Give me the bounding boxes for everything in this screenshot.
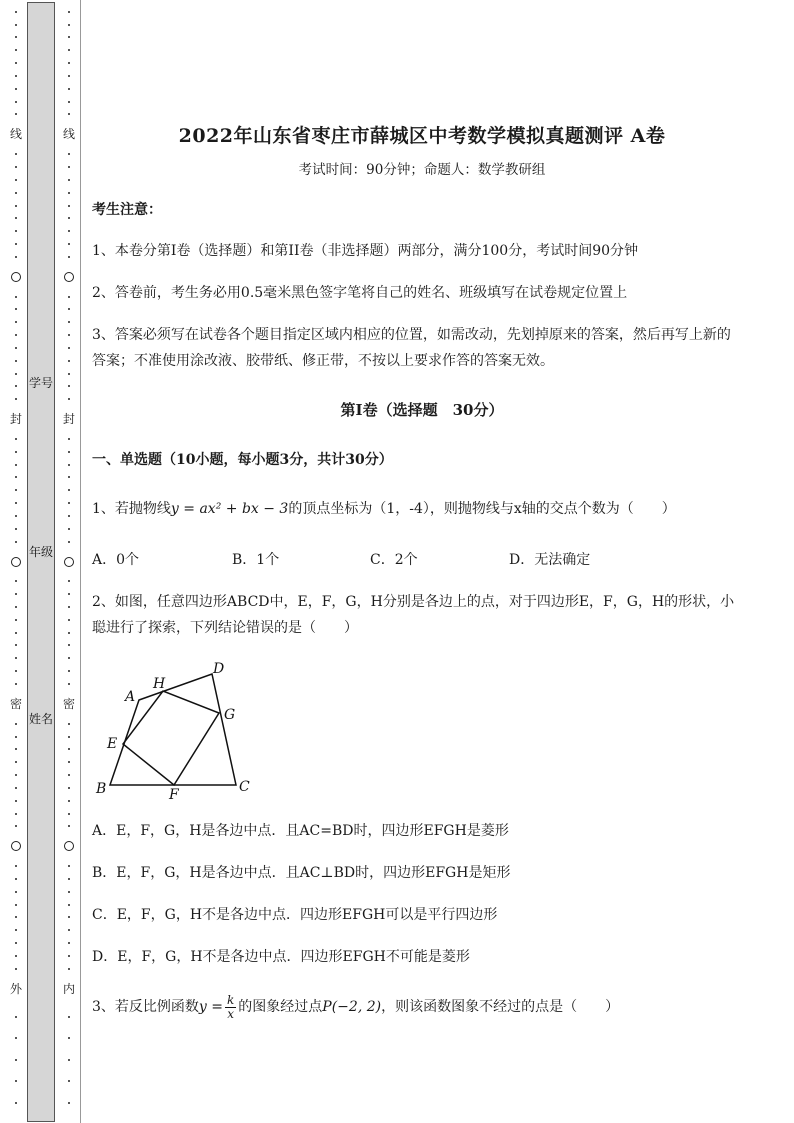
dot [15, 1016, 17, 1018]
circle-marker [11, 272, 21, 282]
binding-dots-left [10, 0, 22, 1123]
dot [15, 11, 17, 13]
dot [68, 11, 70, 13]
dot-segment [15, 427, 17, 553]
dot [68, 528, 70, 530]
dot [15, 230, 17, 232]
dot [68, 1059, 70, 1061]
dot [15, 1102, 17, 1104]
dot [68, 619, 70, 621]
dot [15, 192, 17, 194]
dot [15, 438, 17, 440]
dot [15, 891, 17, 893]
label-c: C [239, 779, 250, 795]
dot [15, 723, 17, 725]
dot [68, 813, 70, 815]
dot [15, 373, 17, 375]
q3-frac-den: x [227, 1006, 235, 1021]
dot [15, 748, 17, 750]
label-g: G [224, 707, 236, 723]
dot-segment [68, 997, 70, 1123]
dot [15, 593, 17, 595]
q3-formula-lhs: y = [198, 999, 224, 1015]
dot [68, 179, 70, 181]
q3-point: P(−2, 2) [322, 999, 382, 1015]
dot [15, 101, 17, 103]
dot [68, 489, 70, 491]
dot-segment [68, 0, 70, 126]
dot [15, 657, 17, 659]
dot-segment [15, 997, 17, 1123]
dot [15, 296, 17, 298]
exam-info: 考试时间：90分钟；命题人：数学教研组 [298, 162, 546, 178]
question-1-stem [92, 496, 744, 522]
q1-option-d[interactable]: D．无法确定 [509, 552, 591, 568]
dot [15, 334, 17, 336]
dot [68, 515, 70, 517]
right-margin-label: 密 [63, 696, 76, 711]
right-margin-label: 内 [63, 981, 76, 996]
dot-segment [68, 712, 70, 838]
circle-marker [64, 557, 74, 567]
dot [68, 580, 70, 582]
dot-segment [15, 712, 17, 838]
dot [15, 489, 17, 491]
dot [68, 296, 70, 298]
dot [15, 49, 17, 51]
left-margin-label: 封 [10, 412, 23, 427]
dot [68, 541, 70, 543]
dot-segment [15, 142, 17, 268]
dot [68, 88, 70, 90]
dot-segment [68, 854, 70, 980]
dot [15, 243, 17, 245]
dot [15, 929, 17, 931]
dot [15, 308, 17, 310]
dot [15, 865, 17, 867]
dot [68, 606, 70, 608]
dot-segment [15, 0, 17, 126]
dot-segment [68, 570, 70, 696]
margin-rule [80, 0, 81, 1123]
dot [68, 101, 70, 103]
dot [68, 49, 70, 51]
dot-segment [15, 285, 17, 411]
dot [68, 373, 70, 375]
dot [68, 683, 70, 685]
dot [68, 360, 70, 362]
dot [68, 825, 70, 827]
dot [15, 606, 17, 608]
label-b: B [96, 781, 107, 797]
dot [15, 813, 17, 815]
q3-stem-suffix: ，则该函数图象不经过的点是（ ） [381, 999, 620, 1015]
dot [68, 670, 70, 672]
q3-stem-prefix: 3、若反比例函数 [92, 999, 199, 1015]
dot [15, 321, 17, 323]
dot [68, 451, 70, 453]
question-3-stem [92, 993, 744, 1021]
dot [15, 1080, 17, 1082]
circle-marker [64, 272, 74, 282]
dot [68, 865, 70, 867]
dot [15, 774, 17, 776]
binding-dots-right [63, 0, 75, 1123]
notice-item-3: 3、答案必须写在试卷各个题目指定区域内相应的位置，如需改动，先划掉原来的答案，然后再写上新的答案；不准使用涂改液、胶带纸、修正带，不按以上要求作答的答案无效。 [92, 327, 731, 369]
dot [15, 75, 17, 77]
dot [15, 179, 17, 181]
q3-frac-num: k [227, 992, 235, 1007]
dot [15, 360, 17, 362]
q2-option-b[interactable]: B．E，F，G，H是各边中点．且AC⊥BD时，四边形EFGH是矩形 [92, 865, 511, 881]
dot [68, 385, 70, 387]
dot [68, 153, 70, 155]
dot [68, 166, 70, 168]
dot [15, 88, 17, 90]
dot [15, 528, 17, 530]
q2-option-c[interactable]: C．E，F，G，H不是各边中点．四边形EFGH可以是平行四边形 [92, 907, 498, 923]
dot [68, 75, 70, 77]
dot [15, 787, 17, 789]
notice-item-1: 1、本卷分第I卷（选择题）和第II卷（非选择题）两部分，满分100分，考试时间90分钟 [92, 243, 639, 259]
dot [68, 113, 70, 115]
dot [15, 825, 17, 827]
dot [68, 904, 70, 906]
dot [15, 476, 17, 478]
dot [15, 942, 17, 944]
dot-segment [15, 854, 17, 980]
dot [68, 476, 70, 478]
dot [15, 113, 17, 115]
label-e: E [107, 736, 118, 752]
dot [68, 192, 70, 194]
dot [15, 36, 17, 38]
dot [68, 891, 70, 893]
dot [68, 24, 70, 26]
dot [68, 230, 70, 232]
question-2-stem: 2、如图，任意四边形ABCD中，E，F，G，H分别是各边上的点，对于四边形E，F，G，H的形状，小聪进行了探索，下列结论错误的是（ ） [92, 594, 735, 636]
right-margin-label: 线 [63, 127, 76, 142]
dot [15, 62, 17, 64]
q1-option-b[interactable]: B．1个 [232, 552, 280, 568]
dot [68, 761, 70, 763]
dot [68, 334, 70, 336]
band-label-name: 姓名 [28, 712, 53, 726]
dot [15, 644, 17, 646]
student-info-band [27, 2, 55, 1122]
dot [15, 761, 17, 763]
dot [15, 878, 17, 880]
dot-segment [68, 142, 70, 268]
left-margin-label: 外 [10, 981, 23, 996]
dot [68, 1080, 70, 1082]
dot [68, 62, 70, 64]
dot [68, 955, 70, 957]
dot [68, 929, 70, 931]
dot-segment [68, 427, 70, 553]
dot [15, 153, 17, 155]
circle-marker [11, 557, 21, 567]
dot [68, 593, 70, 595]
q2-option-d[interactable]: D．E，F，G，H不是各边中点．四边形EFGH不可能是菱形 [92, 949, 470, 965]
dot [68, 502, 70, 504]
dot [68, 657, 70, 659]
dot [15, 1037, 17, 1039]
label-f: F [169, 787, 179, 801]
dot [68, 438, 70, 440]
dot [68, 1037, 70, 1039]
dot [68, 308, 70, 310]
dot [68, 632, 70, 634]
q1-stem-suffix: 的顶点坐标为（1，-4），则抛物线与x轴的交点个数为（ ） [288, 501, 676, 517]
left-margin-label: 密 [10, 696, 23, 711]
dot [15, 619, 17, 621]
dot [15, 541, 17, 543]
label-h: H [153, 676, 166, 692]
q2-option-a[interactable]: A．E，F，G，H是各边中点．且AC=BD时，四边形EFGH是菱形 [92, 823, 509, 839]
dot [15, 205, 17, 207]
dot [68, 800, 70, 802]
dot-segment [68, 285, 70, 411]
circle-marker [11, 841, 21, 851]
dot [15, 736, 17, 738]
dot [68, 347, 70, 349]
dot [68, 464, 70, 466]
dot [15, 166, 17, 168]
q1-option-c[interactable]: C．2个 [370, 552, 418, 568]
dot [15, 256, 17, 258]
dot [68, 774, 70, 776]
part-heading: 一、单选题（10小题，每小题3分，共计30分） [92, 452, 393, 468]
dot [68, 968, 70, 970]
dot [15, 670, 17, 672]
q1-formula: y = ax² + bx − 3 [170, 501, 289, 517]
dot [68, 723, 70, 725]
right-margin-label: 封 [63, 412, 76, 427]
notice-heading: 考生注意： [92, 202, 162, 218]
dot [68, 36, 70, 38]
dot [15, 502, 17, 504]
dot [68, 243, 70, 245]
dot [15, 968, 17, 970]
dot [68, 748, 70, 750]
dot [15, 464, 17, 466]
dot [15, 916, 17, 918]
dot [68, 878, 70, 880]
section-title: 第I卷（选择题 30分） [340, 401, 504, 419]
q1-stem-prefix: 1、若抛物线 [92, 501, 171, 517]
dot [15, 347, 17, 349]
dot [68, 942, 70, 944]
dot [15, 904, 17, 906]
dot [68, 736, 70, 738]
dot [15, 24, 17, 26]
dot [68, 1016, 70, 1018]
dot [15, 451, 17, 453]
dot [15, 515, 17, 517]
band-label-grade: 年级 [28, 545, 53, 559]
dot [15, 398, 17, 400]
dot [15, 580, 17, 582]
dot [15, 632, 17, 634]
dot-segment [15, 570, 17, 696]
quadrilateral-figure [92, 656, 262, 801]
label-d: D [213, 661, 225, 677]
dot [68, 916, 70, 918]
dot [68, 398, 70, 400]
q3-fraction [225, 994, 236, 1021]
dot [15, 217, 17, 219]
q3-stem-mid: 的图象经过点 [238, 999, 323, 1015]
dot [15, 800, 17, 802]
label-a: A [125, 689, 136, 705]
q1-option-a[interactable]: A．0个 [92, 552, 140, 568]
dot [15, 385, 17, 387]
dot [15, 683, 17, 685]
dot [68, 787, 70, 789]
dot [68, 205, 70, 207]
circle-marker [64, 841, 74, 851]
dot [15, 955, 17, 957]
band-label-student-id: 学号 [28, 376, 53, 390]
dot [68, 1102, 70, 1104]
notice-item-2: 2、答卷前，考生务必用0.5毫米黑色签字笔将自己的姓名、班级填写在试卷规定位置上 [92, 285, 628, 301]
dot [15, 1059, 17, 1061]
left-margin-label: 线 [10, 127, 23, 142]
page-title: 2022年山东省枣庄市薛城区中考数学模拟真题测评 A卷 [178, 125, 666, 147]
dot [68, 256, 70, 258]
dot [68, 217, 70, 219]
dot [68, 644, 70, 646]
dot [68, 321, 70, 323]
